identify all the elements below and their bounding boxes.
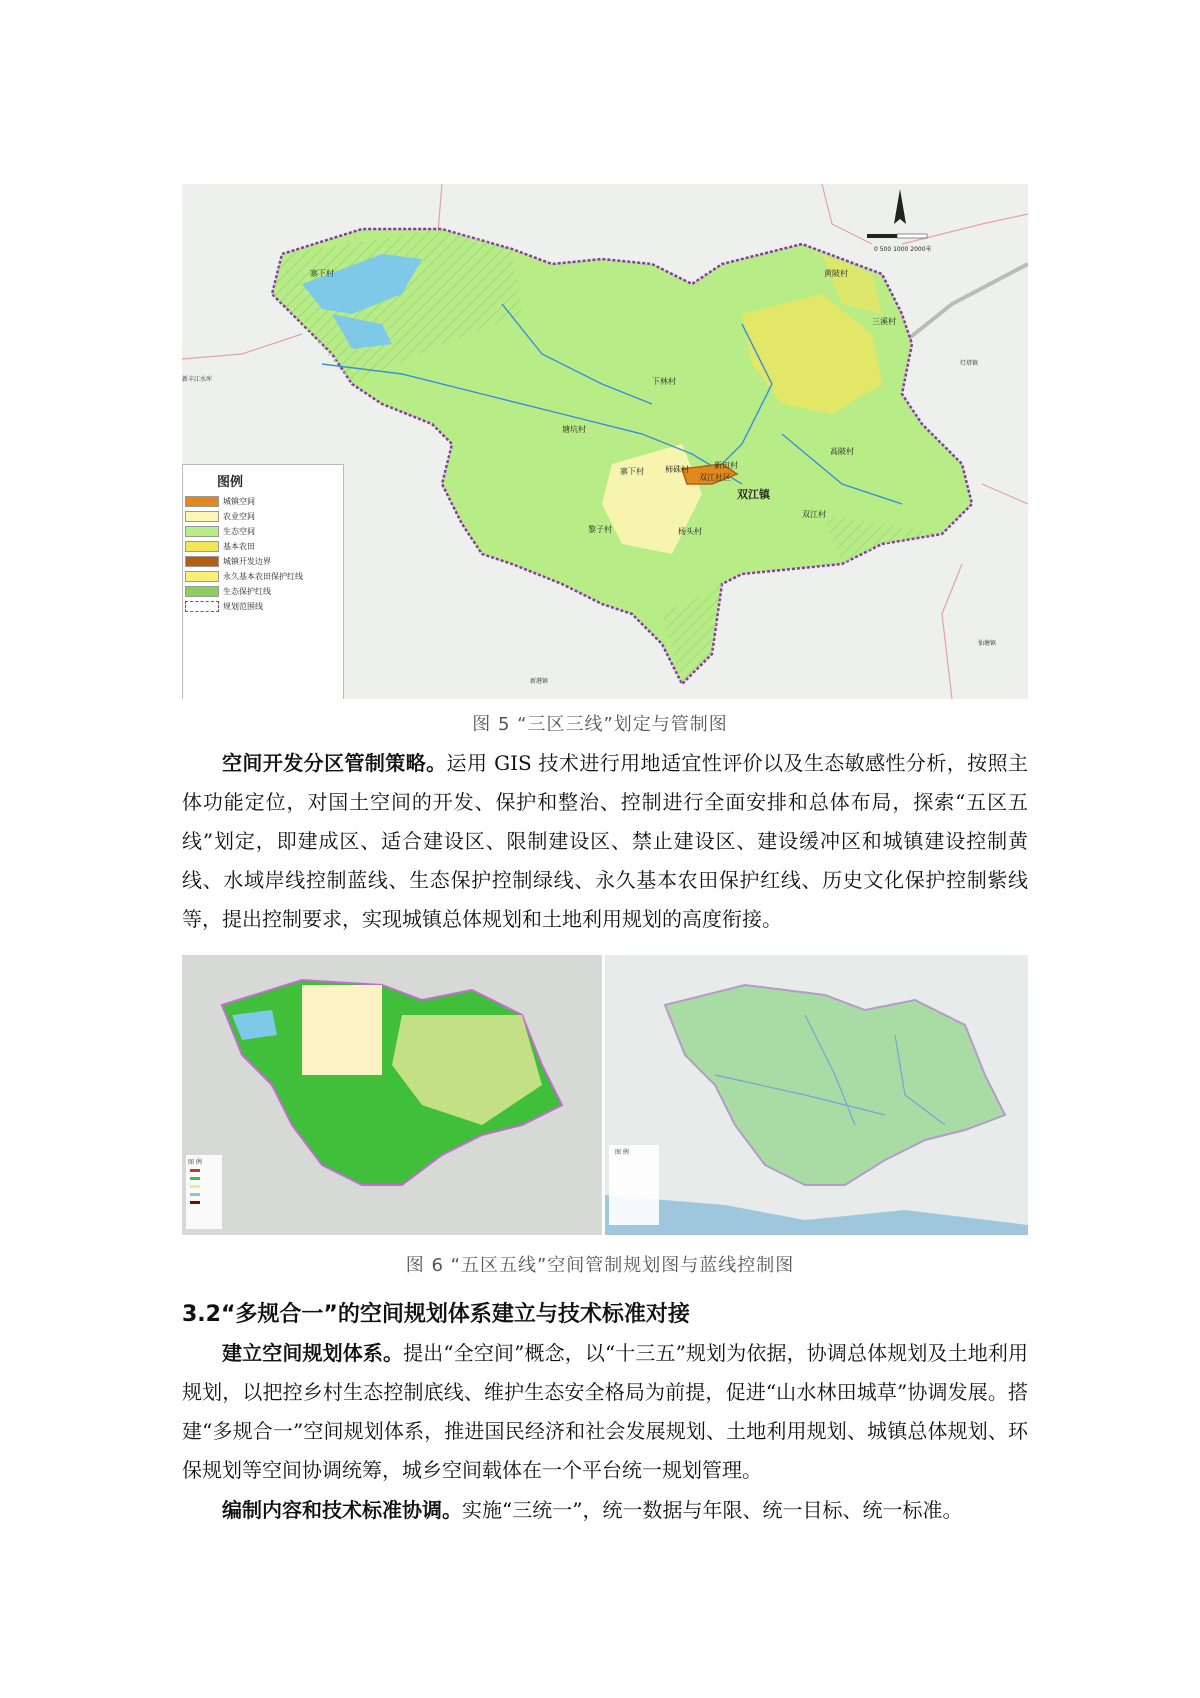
map-legend [182,464,344,699]
place-label: 新丰江水库 [182,376,213,383]
legend-item: 永久基本农田保护红线 [185,569,343,584]
figure-6-right-map [605,955,1028,1235]
village-label: 双江社区 [699,473,731,482]
figure-6-left-map [182,955,602,1235]
village-label: 三溪村 [872,317,896,326]
village-label: 黎子村 [588,525,612,534]
legend-title: 图例 [217,475,244,490]
village-label: 寨下村 [620,467,644,476]
place-label: 新港镇 [530,678,549,685]
paragraph-lead: 空间开发分区管制策略。 [222,751,447,775]
legend-item: 规划范围线 [185,599,343,614]
figure-5-map [182,184,1028,699]
village-label: 杨头村 [678,527,702,536]
village-label: 柿硃村 [665,465,689,474]
paragraph-body: 运用 GIS 技术进行用地适宜性评价以及生态敏感性分析，按照主体功能定位，对国土空间的开发、保护和整治、控制进行全面安排和总体布局，探索“五区五线”划定，即建成区、适合建设区、限制建设区、禁止建设区、建设缓冲区和城镇建设控制黄线、水域岸线控制蓝线、生态保护控制绿线、永久基本农田保护红线、历史文化保护控制紫线等，提出控制要求，实现城镇总体规划和土地利用规划的高度衔接。 [182,751,1028,931]
legend-item: 生态空间 [185,524,343,539]
section-heading: 3.2“多规合一”的空间规划体系建立与技术标准对接 [182,1302,690,1327]
legend-item: 农业空间 [185,509,343,524]
legend-title: 图 例 [615,1149,629,1156]
paragraph-lead: 建立空间规划体系。 [222,1341,404,1365]
town-label: 双江镇 [737,488,770,501]
village-label: 塘坑村 [562,425,586,434]
figure-5-caption: 图 5 “三区三线”划定与管制图 [472,714,728,735]
legend-title: 图 例 [188,1159,202,1166]
village-label: 寨下村 [310,269,334,278]
place-label: 灯塔镇 [960,360,979,367]
paragraph-standards [182,1491,1028,1530]
village-label: 下林村 [652,377,676,386]
paragraph-body: 实施“三统一”，统一数据与年限、统一目标、统一标准。 [462,1498,963,1522]
legend-item: 基本农田 [185,539,343,554]
paragraph-body: 提出“全空间”概念，以“十三五”规划为依据，协调总体规划及土地利用规划，以把控乡村生态控制底线、维护生态安全格局为前提，促进“山水林田城草”协调发展。搭建“多规合一”空间规划体系，推进国民经济和社会发展规划、土地利用规划、城镇总体规划、环保规划等空间协调统筹，城乡空间载体在一个平台统一规划管理。 [182,1341,1028,1482]
village-label: 高陂村 [830,447,854,456]
legend-item: 生态保护红线 [185,584,343,599]
paragraph-lead: 编制内容和技术标准协调。 [222,1498,462,1522]
village-label: 新田村 [714,461,738,470]
paragraph-planning-system [182,1334,1028,1490]
place-label: 仙塘镇 [978,640,997,647]
scale-bar-label: 0 500 1000 2000米 [874,246,932,253]
paragraph-zoning-strategy [182,744,1028,939]
legend-item: 城镇空间 [185,494,343,509]
legend-item: 城镇开发边界 [185,554,343,569]
figure-6-caption: 图 6 “五区五线”空间管制规划图与蓝线控制图 [405,1255,795,1276]
village-label: 双江村 [802,510,826,519]
village-label: 黄陂村 [824,269,848,278]
